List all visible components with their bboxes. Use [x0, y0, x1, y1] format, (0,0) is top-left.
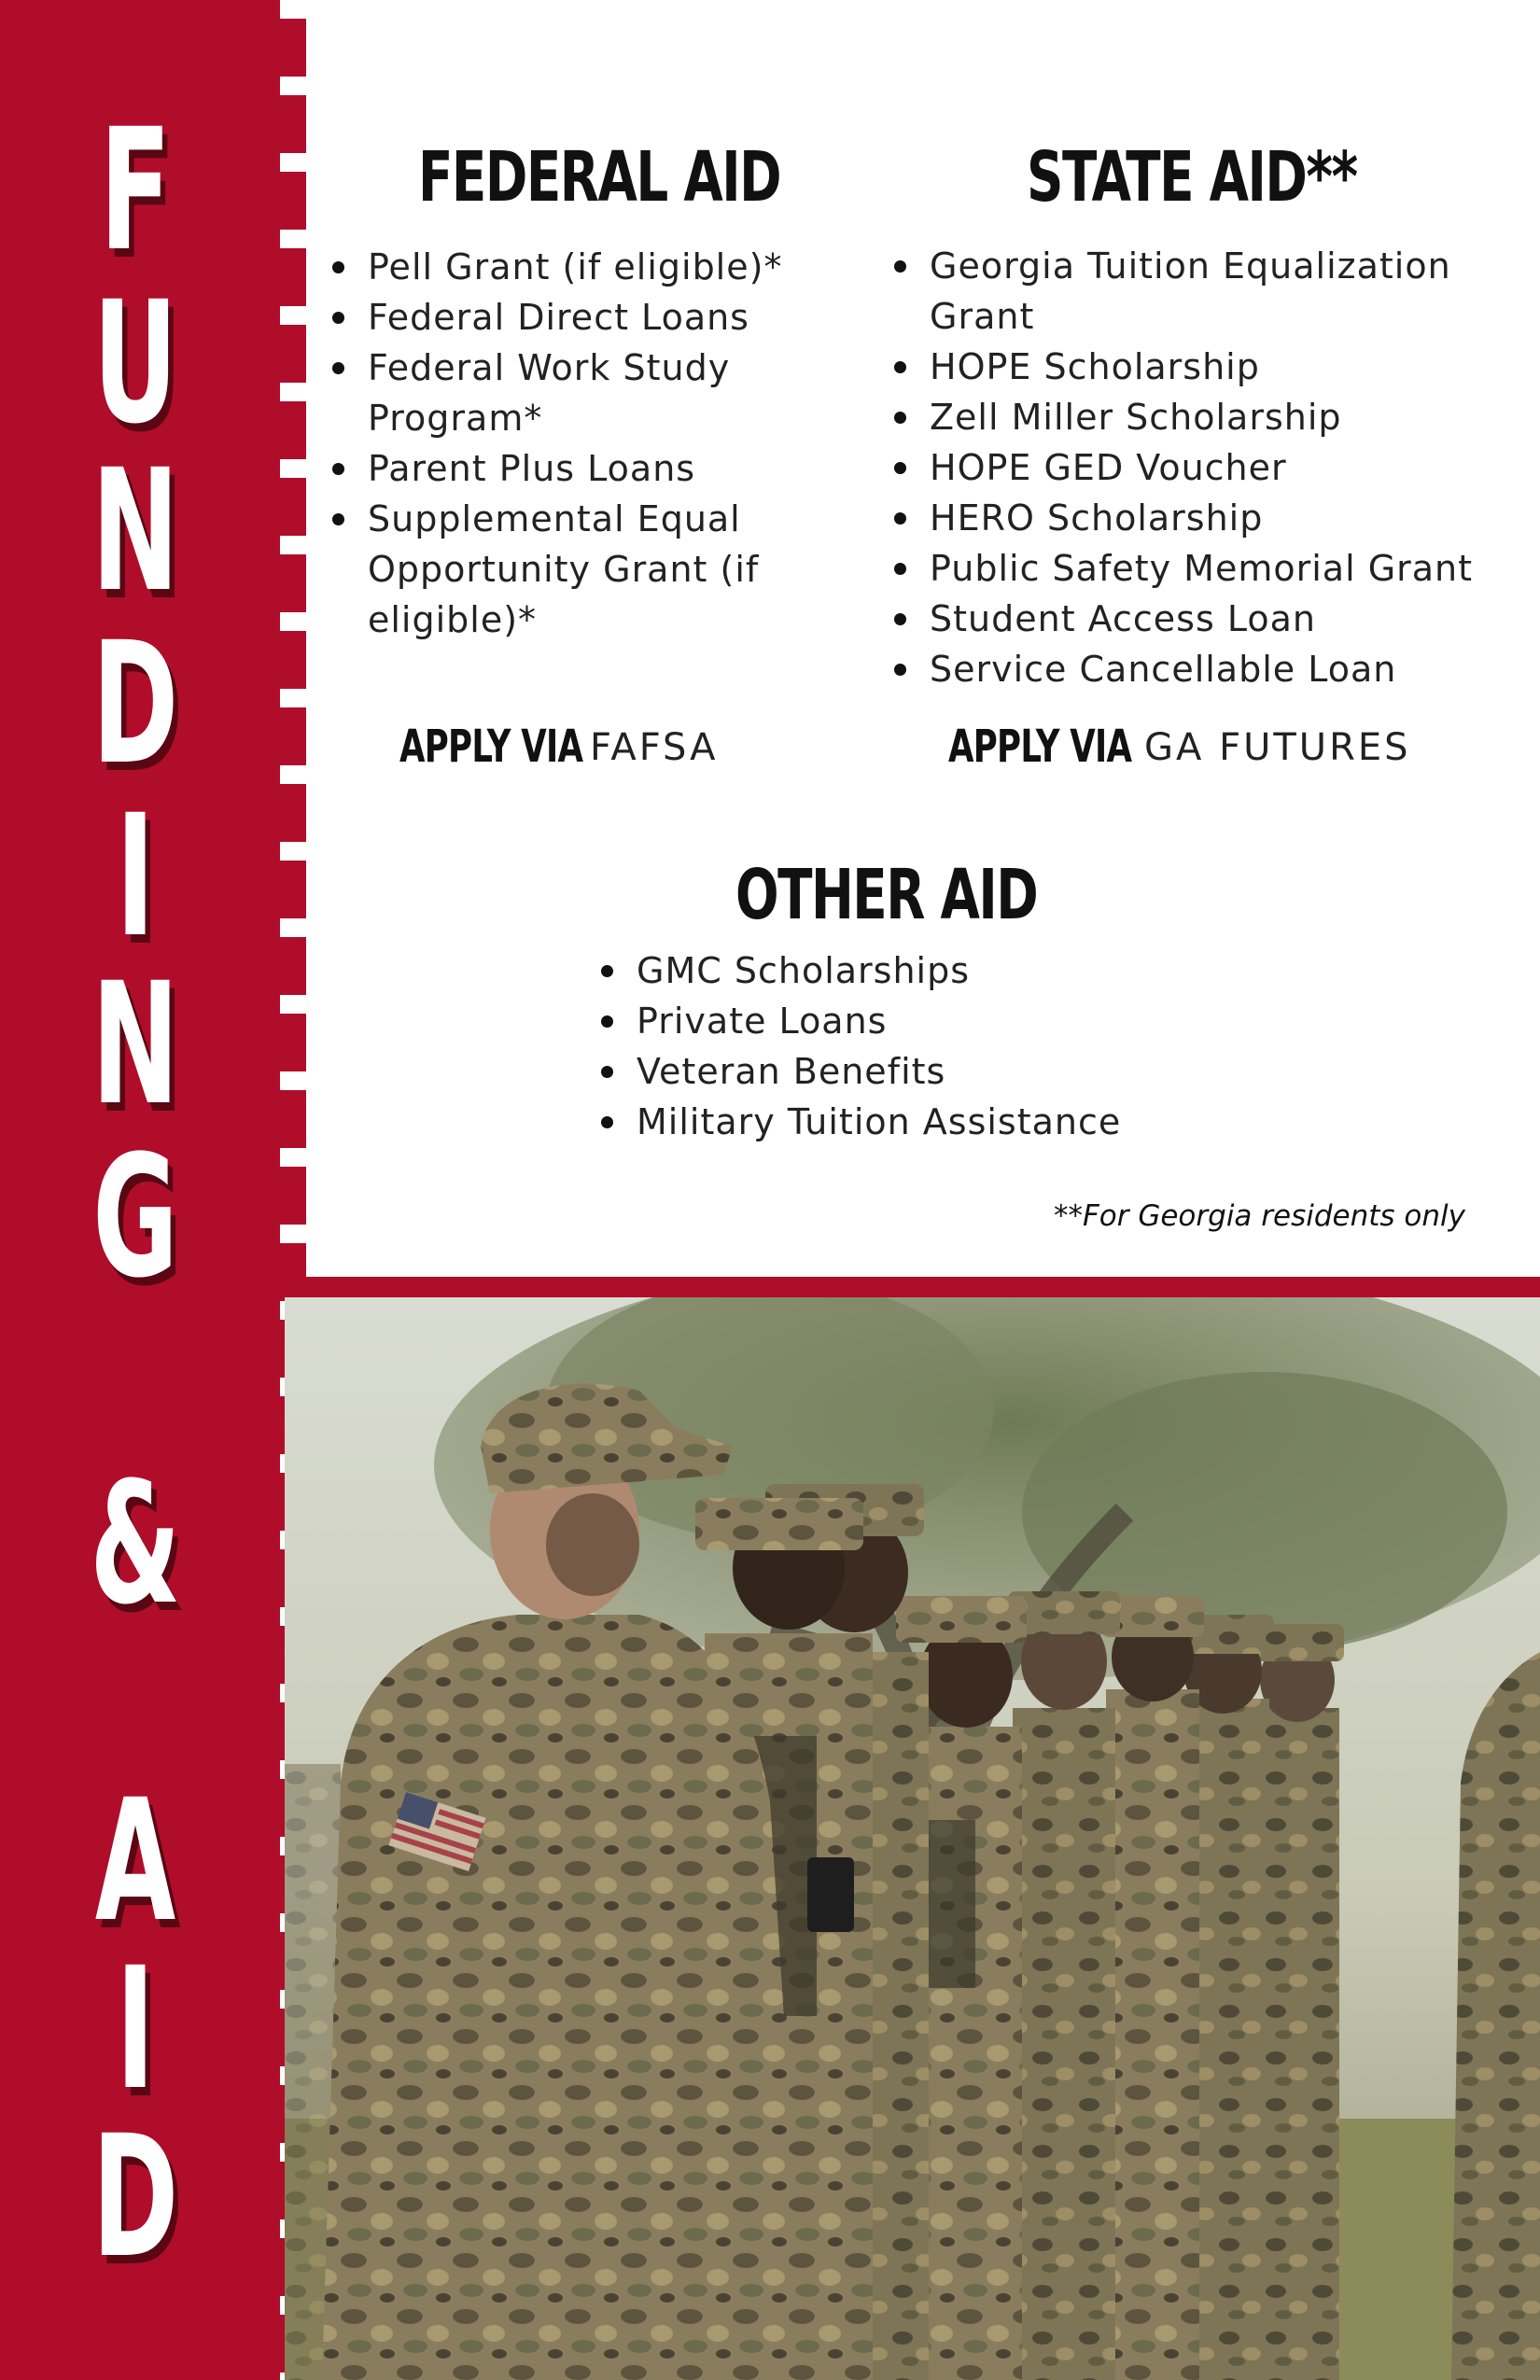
federal-aid-item	[325, 242, 810, 292]
title-letter: N	[91, 434, 179, 629]
vertical-title-funding-and-aid	[0, 0, 280, 2380]
state-aid-item	[887, 442, 1521, 493]
ga-futures-link[interactable]: GA FUTURES	[1144, 726, 1411, 769]
apply-via-label: APPLY VIA	[399, 721, 583, 773]
other-aid-item	[594, 996, 1228, 1046]
other-aid-item	[594, 1097, 1228, 1147]
title-letter: &	[90, 1447, 181, 1642]
other-aid-item-line: GMC Scholarships	[637, 950, 971, 991]
federal-aid-item-line: Federal Work Study	[368, 347, 731, 388]
federal-aid-item-line: Pell Grant (if eligible)*	[368, 246, 783, 287]
state-aid-item-line: HOPE GED Voucher	[930, 447, 1287, 488]
other-aid-item	[594, 1046, 1228, 1097]
state-aid-item-line: Georgia Tuition Equalization	[930, 245, 1451, 287]
state-aid-item-line: HERO Scholarship	[930, 497, 1264, 539]
federal-aid-list	[325, 242, 810, 645]
divider-line	[280, 1277, 1540, 1297]
title-letter: U	[92, 266, 178, 461]
other-aid-item	[594, 945, 1228, 996]
title-letter: N	[91, 947, 179, 1142]
state-aid-list	[887, 241, 1521, 694]
state-aid-item	[887, 392, 1521, 442]
title-letter: D	[91, 2100, 179, 2295]
federal-aid-item-line: Federal Direct Loans	[368, 297, 749, 338]
federal-aid-item-line: eligible)*	[368, 599, 538, 640]
federal-aid-item	[325, 343, 810, 443]
state-aid-item-line: Grant	[930, 296, 1035, 337]
federal-aid-item-line: Parent Plus Loans	[368, 448, 696, 489]
title-letter: D	[91, 607, 179, 802]
federal-aid-item-line: Opportunity Grant (if	[368, 549, 760, 590]
other-aid-item-line: Private Loans	[637, 1001, 888, 1042]
soldiers-in-formation-image	[285, 1297, 1540, 2380]
federal-aid-item	[325, 443, 810, 494]
state-aid-item-line: Public Safety Memorial Grant	[930, 548, 1474, 589]
other-aid-list	[594, 945, 1228, 1147]
other-aid-item-line: Military Tuition Assistance	[637, 1101, 1122, 1142]
state-aid-item	[887, 493, 1521, 543]
soldiers-photo	[285, 1297, 1540, 2380]
state-aid-item	[887, 594, 1521, 644]
state-aid-item	[887, 342, 1521, 392]
title-letter: F	[99, 93, 172, 288]
state-aid-heading: STATE AID**	[1027, 137, 1357, 217]
state-aid-item-line: Service Cancellable Loan	[930, 649, 1397, 690]
title-letter: I	[116, 779, 155, 974]
state-aid-item	[887, 644, 1521, 694]
title-letter: G	[92, 1120, 178, 1315]
federal-aid-item	[325, 494, 810, 645]
state-aid-item-line: HOPE Scholarship	[930, 346, 1260, 387]
state-aid-item	[887, 543, 1521, 594]
federal-aid-item-line: Supplemental Equal	[368, 498, 741, 539]
apply-via-label: APPLY VIA	[948, 721, 1132, 773]
footnote: **For Georgia residents only	[1053, 1199, 1465, 1233]
state-apply-row	[948, 721, 1411, 773]
federal-apply-row	[399, 721, 719, 773]
state-aid-item-line: Student Access Loan	[930, 598, 1316, 639]
other-aid-item-line: Veteran Benefits	[637, 1051, 946, 1092]
federal-aid-heading: FEDERAL AID	[418, 137, 781, 217]
state-aid-item	[887, 241, 1521, 342]
title-letter: I	[116, 1932, 155, 2127]
federal-aid-item-line: Program*	[368, 398, 543, 439]
federal-aid-item	[325, 292, 810, 343]
title-letter: A	[94, 1764, 176, 1959]
fafsa-link[interactable]: FAFSA	[590, 726, 719, 769]
other-aid-heading: OTHER AID	[735, 855, 1038, 935]
state-aid-item-line: Zell Miller Scholarship	[930, 397, 1342, 438]
